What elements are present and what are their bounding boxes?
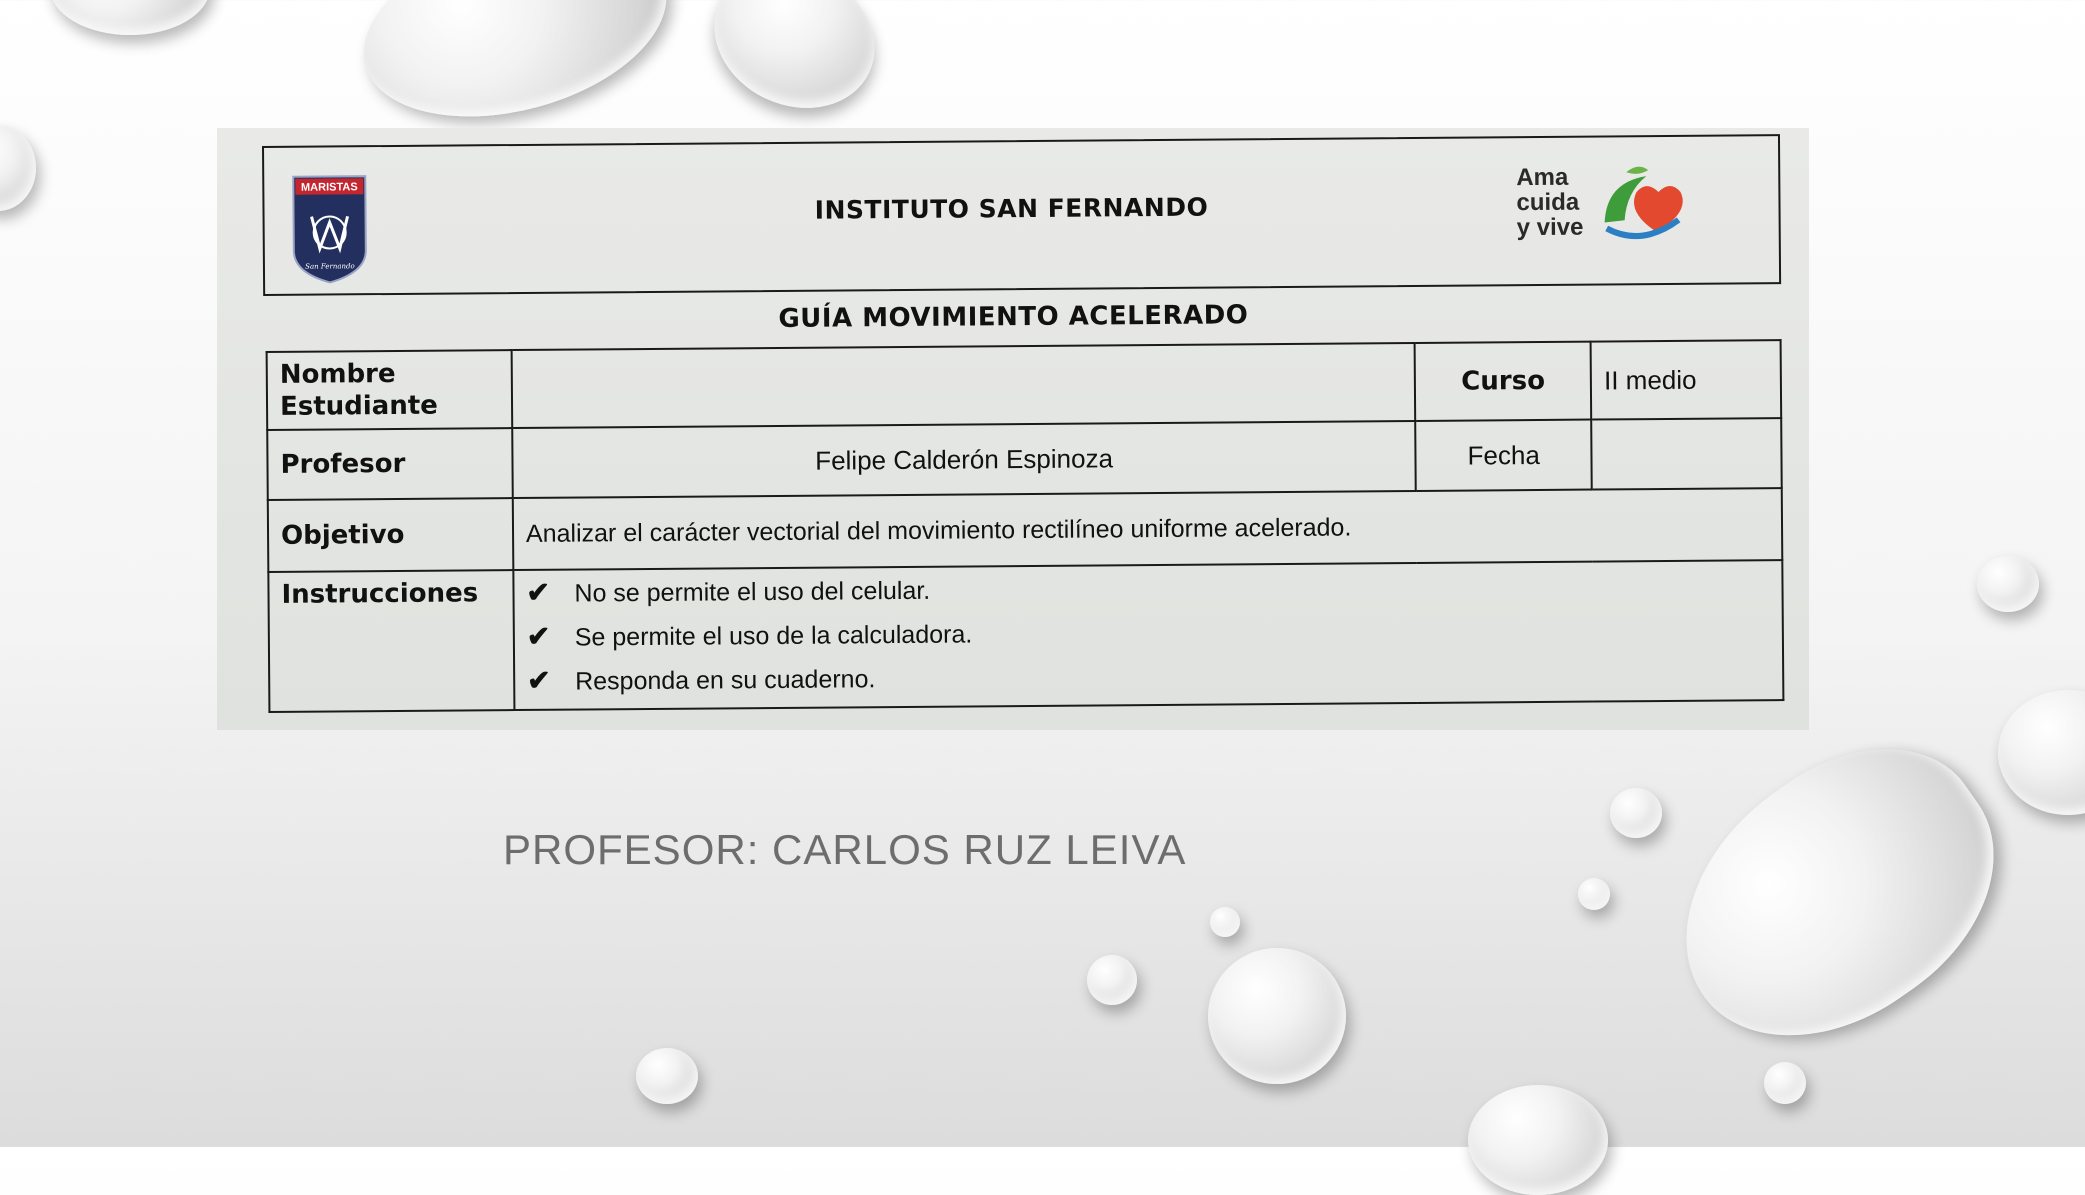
water-drop (1578, 878, 1610, 910)
water-drop (1977, 556, 2039, 612)
ama-cuida-vive-logo (1516, 162, 1687, 253)
water-drop (1468, 1085, 1608, 1195)
logo-line: Ama (1516, 163, 1569, 192)
institution-name: INSTITUTO SAN FERNANDO (814, 192, 1209, 225)
list-item (527, 649, 1770, 703)
scanned-document (217, 128, 1809, 730)
checkmark-icon: ✔ (526, 620, 551, 652)
objective-label: Objetivo (268, 498, 513, 572)
water-drop (1208, 948, 1346, 1084)
water-drop (1087, 955, 1137, 1005)
checkmark-icon: ✔ (526, 576, 551, 608)
student-name-field[interactable] (512, 343, 1416, 428)
logo-banner-text: MARISTAS (300, 181, 358, 194)
water-drop (50, 0, 210, 35)
instruction-text: Responda en su cuaderno. (575, 665, 876, 696)
instruction-text: Se permite el uso de la calculadora. (574, 620, 973, 652)
water-drop (691, 0, 898, 134)
water-drop (1210, 907, 1240, 937)
course-label: Curso (1415, 342, 1591, 421)
water-drop (0, 125, 36, 211)
date-field[interactable] (1591, 418, 1781, 489)
instruction-text: No se permite el uso del celular. (574, 576, 931, 608)
water-drop (1610, 788, 1662, 838)
heart-leaf-icon (1596, 162, 1687, 248)
checkmark-icon: ✔ (527, 664, 551, 696)
water-drop (636, 1048, 698, 1104)
objective-value: Analizar el carácter vectorial del movimiento rectilíneo uniforme acelerado. (513, 488, 1783, 570)
course-value: II medio (1591, 340, 1781, 419)
water-drop (343, 0, 686, 147)
instructions-list (526, 561, 1770, 703)
date-label: Fecha (1416, 420, 1592, 491)
water-drop (1631, 701, 2043, 1090)
teacher-value: Felipe Calderón Espinoza (512, 421, 1416, 498)
water-drop (1764, 1062, 1806, 1104)
instructions-label: Instrucciones (268, 570, 514, 712)
teacher-label: Profesor (267, 428, 512, 500)
water-drop (1998, 690, 2085, 815)
instructions-cell (513, 560, 1783, 710)
header-box (262, 134, 1781, 296)
logo-line: cuida (1516, 188, 1580, 217)
student-name-label: Nombre Estudiante (267, 350, 513, 430)
worksheet (262, 134, 1787, 726)
logo-caption-text: San Fernando (305, 262, 355, 271)
logo-line: y vive (1516, 213, 1584, 242)
student-info-table (266, 339, 1785, 713)
slide-teacher-credit: PROFESOR: CARLOS RUZ LEIVA (503, 826, 1187, 873)
guide-title: GUÍA MOVIMIENTO ACELERADO (778, 300, 1249, 334)
